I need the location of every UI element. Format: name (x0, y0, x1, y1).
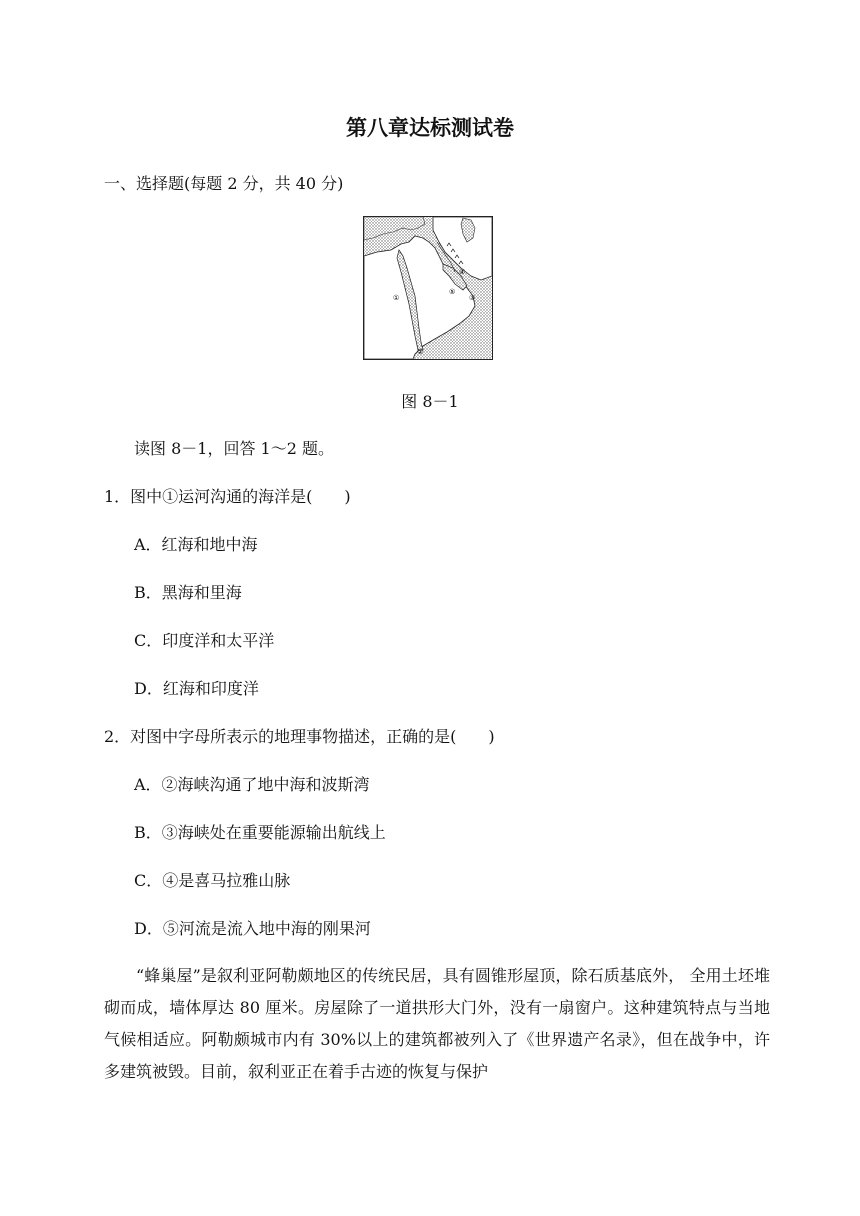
map-label-2: ② (417, 348, 424, 356)
question-2-option-d: D．⑤河流是流入地中海的刚果河 (134, 919, 371, 938)
map-label-4: ④ (459, 268, 466, 276)
figure-caption: 图 8－1 (401, 392, 459, 411)
page-title: 第八章达标测试卷 (346, 116, 514, 140)
question-2-option-b: B．③海峡处在重要能源输出航线上 (134, 823, 386, 842)
question-2-option-a: A．②海峡沟通了地中海和波斯湾 (134, 775, 370, 794)
section-heading: 一、选择题(每题 2 分，共 40 分) (104, 174, 344, 193)
map-figure (363, 216, 493, 360)
question-2-option-c: C．④是喜马拉雅山脉 (134, 871, 291, 890)
reading-passage: “蜂巢屋”是叙利亚阿勒颇地区的传统民居，具有圆锥形屋顶，除石质基底外， 全用土坯堆砌而成，墙体厚达 80 厘米。房屋除了一道拱形大门外，没有一扇窗户。这种建筑特点与当地气候相适应。阿勒颇城市内有 30%以上的建筑都被列入了《世界遗产名录》，但在战争中，许多建筑被毁。目前，叙利亚正在着手古迹的恢复与保护 (104, 966, 770, 1081)
map-label-5: ⑤ (449, 288, 456, 296)
question-1-option-d: D．红海和印度洋 (134, 679, 259, 698)
question-1-stem: 1．图中①运河沟通的海洋是( ) (104, 487, 351, 506)
instruction: 读图 8－1，回答 1～2 题。 (134, 439, 334, 458)
map-label-3: ③ (469, 294, 476, 302)
map-label-1: ① (393, 294, 400, 302)
question-2-stem: 2．对图中字母所表示的地理事物描述，正确的是( ) (104, 727, 495, 746)
question-1-option-b: B．黑海和里海 (134, 583, 242, 602)
question-1-option-c: C．印度洋和太平洋 (134, 631, 275, 650)
question-1-option-a: A．红海和地中海 (134, 535, 258, 554)
